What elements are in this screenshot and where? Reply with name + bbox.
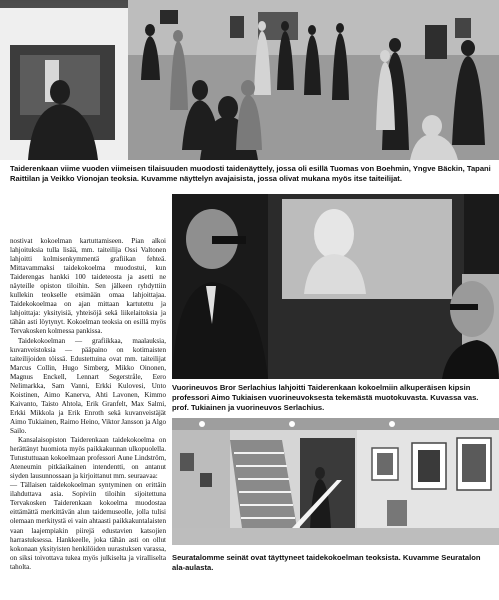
caption-top: Taiderenkaan viime vuoden viimeisen tilaisuuden muodosti taidenäyttely, jossa oli esillä Tuomas von Boehmin, Yngve Bäckin, Tapani Raittilan ja Veikko Vionojan teoksia. Kuvamme näyttelyn avajaisista, jossa olivat mukana myös itse taiteilijat. <box>10 164 491 183</box>
article-body <box>10 237 166 572</box>
article-quote: — Tällaisen taidekokoelman syntyminen on erittäin ilahduttava asia. Sopiviin tiloihin sijoitettuna Tervakosken Taiderenkaan kokoelma muodostaa eittämättä merkittävän alun taidemuseolle, jolla tulisi olemaan merkitystä ei vain ahtaasti paikkakuntalaisten vaan laajempiakin piirejä edustavien katsojien harrastuksessa. Hankkeelle, joka tähän asti on ollut kokonaan yksityisten henkilöiden uurastuksen varassa, on siksi toivottava tukea myös julkiselta ja viralliselta taholta. <box>10 481 166 571</box>
caption-middle: Vuorineuvos Bror Serlachius lahjoitti Taiderenkaan kokoelmiin alkuperäisen kipsin professori Aimo Tukiaisen vuorineuvoksesta tekemästä muotokuvasta. Kuvassa vas. prof. Tukiainen ja vuorineuvos Serlachius. <box>172 383 479 412</box>
exhibition-opening-photo <box>0 0 499 160</box>
seuratalo-lobby-illustration <box>172 418 499 545</box>
sculptor-portrait-photo <box>172 194 499 379</box>
article-paragraph: Taidekokoelman — grafiikkaa, maalauksia, kuvanveistoksia — pääpaino on kotimaisten taiteilijoiden töissä. Edustettuina ovat mm. taiteilijat Marcus Collin, Hugo Simberg, Mikko Oinonen, Magnus Enckell, Lennart Segerstråle, Eero Nelimarkka, Sam Vanni, Erkki Kulovesi, Unto Koistinen, Aimo Kanerva, Ahti Lavonen, Kimmo Kaivanto, Taisto Ahtola, Erik Granfelt, Max Salmi, Erkki Mikkola ja Erik Enroth sekä kuvanveistäjät Aimo Tukiainen, Raimo Heino, Viktor Jansson ja Algo Sailo. <box>10 336 166 435</box>
article-paragraph: nostivat kokoelman kartuttamiseen. Pian alkoi lahjoituksia tulla lisää, mm. taiteilija Ossi Valtonen lahjoitti kolmisenkymmentä grafiikan fehteä. Mittavammaksi taidekokoelma muodostui, kun Taiderengas hankki 100 taideteosta ja asetti ne näyteille opiston tiloihin. Sen jälkeen ryhdyttiin kullekin teokselle etsimään omaa lahjoittajaa. Taidekokoelmaa on ajan mittaan kartutettu ja lahjoittaja: yksityisiä, yhteisöjä sekä liikelaitoksia ja tähän asti löytynyt. Kokoelman teoksia on esillä myös Tervakosken kolmessa pankissa. <box>10 237 166 336</box>
seuratalo-lobby-photo <box>172 418 499 545</box>
exhibition-opening-illustration <box>0 0 499 160</box>
sculptor-portrait-illustration <box>172 194 499 379</box>
article-paragraph: Kansalaisopiston Taiderenkaan taidekokoelma on herättänyt huomiota myös paikkakunnan ulkopuolella. Tutustuttuaan kokoelmaan professori Aune Lindström, Ateneumin pitkäaikainen intendentti, on antanut siyden lausunnossaan ja kirjoittanut mm. seuraavaa: <box>10 436 166 481</box>
caption-bottom: Seuratalomme seinät ovat täyttyneet taidekokoelman teoksista. Kuvamme Seuratalon ala-aulasta. <box>172 553 481 572</box>
